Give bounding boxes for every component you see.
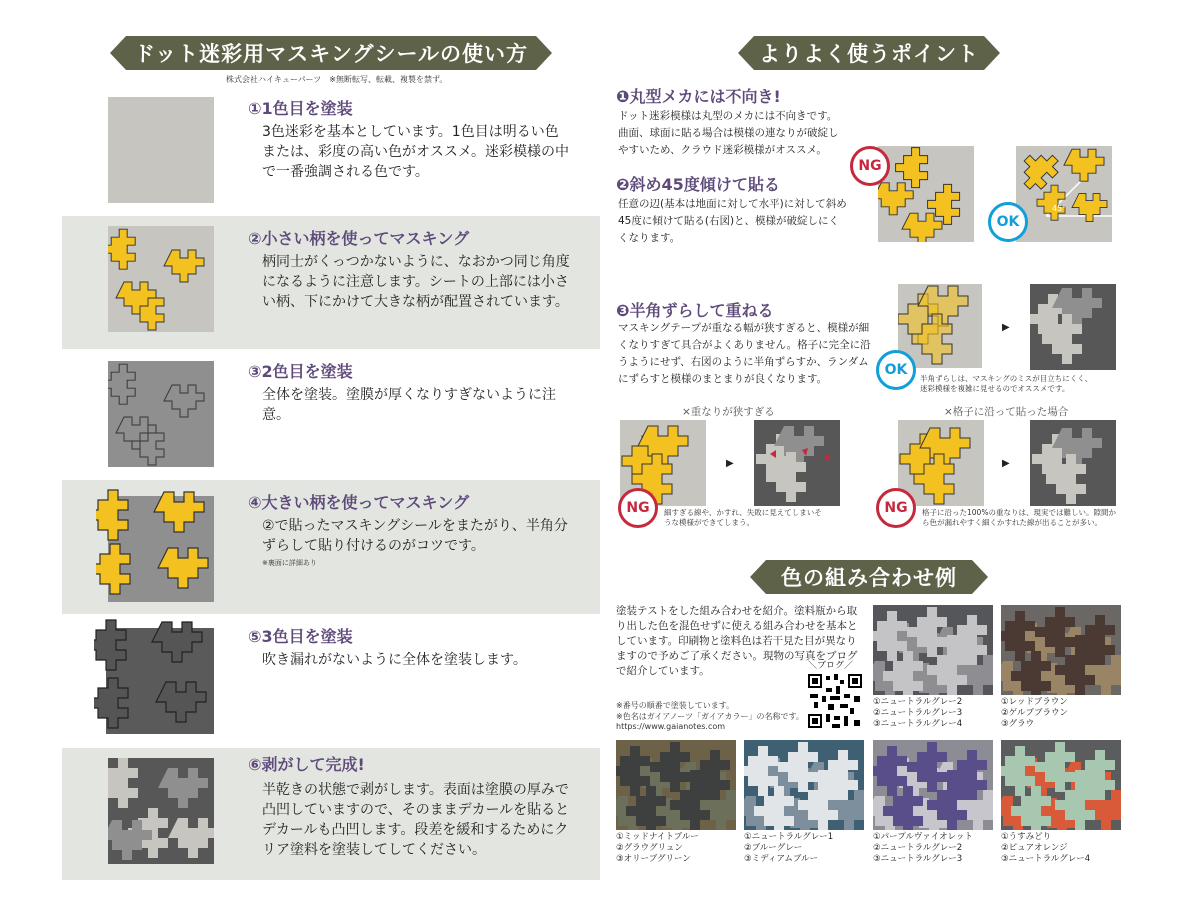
step-3-image xyxy=(108,361,214,467)
step-1-image xyxy=(108,97,214,203)
point-3-body: マスキングテープが重なる幅が狭すぎると、模様が細くなりすぎて具合がよくありません。格子に完全に沿うようにせず、右図のように半角ずらすか、ランダムにずらすと模様のまとまりが良くなります。 xyxy=(618,322,871,385)
combo-1-names xyxy=(873,697,962,730)
step-5 xyxy=(62,614,600,748)
point-2-body: 任意の辺(基本は地面に対して水平)に対して斜め45度に傾けて貼る(右図)と、模様が破綻しにくくなります。 xyxy=(618,198,847,244)
combo-4-color-1: ①ニュートラルグレー1 xyxy=(744,832,834,842)
colors-note-2: ※色名はガイアノーツ「ガイアカラー」の名称です。 xyxy=(616,712,804,721)
step-4-note: ※裏面に詳細あり xyxy=(262,559,317,567)
ng-badge-3: NG xyxy=(876,488,916,528)
combo-swatch-1 xyxy=(873,605,993,695)
points-title: よりよく使うポイント xyxy=(759,42,979,66)
point-1-body: ドット迷彩模様は丸型のメカには不向きです。曲面、球面に貼る場合は模様の連なりが破綻しやすいため、クラウド迷彩模様がオススメ。 xyxy=(618,110,839,156)
combo-3-color-3: ③オリーブグリーン xyxy=(616,854,691,864)
combo-5-names xyxy=(873,832,973,865)
point-3-ok-after-image xyxy=(1030,284,1116,370)
combo-swatch-6 xyxy=(1001,740,1121,830)
point-2-ng-image xyxy=(878,146,974,242)
ng-badge-2: NG xyxy=(618,488,658,528)
combo-6-names xyxy=(1001,832,1090,865)
step-2-title: ②小さい柄を使ってマスキング xyxy=(248,229,470,248)
step-5-title: ⑤3色目を塗装 xyxy=(248,627,353,646)
step-2 xyxy=(62,216,600,349)
credit-text: 株式会社ハイキューパーツ ※無断転写、転載、複製を禁ず。 xyxy=(226,75,448,84)
combo-4-names xyxy=(744,832,833,865)
step-2-image xyxy=(108,226,214,332)
usage-title-banner xyxy=(126,36,536,70)
combo-1-color-1: ①ニュートラルグレー2 xyxy=(873,697,963,707)
combo-4-color-2: ②ブルーグレー xyxy=(744,843,803,853)
combo-2-names xyxy=(1001,697,1068,730)
step-6-image xyxy=(108,758,214,864)
colors-title-banner xyxy=(766,560,972,594)
ng-badge-1: NG xyxy=(850,146,890,186)
step-6-title: ⑥剥がして完成! xyxy=(248,755,365,774)
ng1-caption: 細すぎる線や、かすれ、失敗に見えてしまいそうな模様ができてしまう。 xyxy=(664,508,822,527)
combo-2-color-1: ①レッドブラウン xyxy=(1001,697,1068,707)
point-2-ok-image xyxy=(1016,146,1112,242)
step-4-body: ②で貼ったマスキングシールをまたがり、半角分ずらして貼り付けるのがコツです。 xyxy=(262,518,568,554)
angle-label: 45° xyxy=(1052,204,1067,213)
ng2-before-image xyxy=(898,420,984,506)
points-title-banner xyxy=(754,36,984,70)
point-3-ok-caption: 半角ずらしは、マスキングのミスが目立ちにくく、迷彩模様を複雑に見せるのでオススメです。 xyxy=(920,374,1093,393)
ok-badge-2: OK xyxy=(876,350,916,390)
ng2-caption: 格子に沿った100%の重なりは、現実では難しい。隙間から色が漏れやすく細くかすれた線が出ることが多い。 xyxy=(922,508,1116,527)
point-3-title: ❸半角ずらして重ねる xyxy=(616,301,774,320)
ng2-label: ×格子に沿って貼った場合 xyxy=(944,406,1069,418)
point-2-title: ❷斜め45度傾けて貼る xyxy=(616,175,780,194)
ng1-label: ×重なりが狭すぎる xyxy=(682,406,775,418)
colors-title: 色の組み合わせ例 xyxy=(781,566,957,590)
arrow-icon-2: ▶ xyxy=(726,458,734,469)
step-2-body: 柄同士がくっつかないように、なおかつ同じ角度になるように注意します。シートの上部には小さい柄、下にかけて大きな柄が配置されています。 xyxy=(262,254,570,310)
ng2-after-image xyxy=(1030,420,1116,506)
combo-swatch-3 xyxy=(616,740,736,830)
qr-code-icon[interactable] xyxy=(806,672,864,730)
combo-4-color-3: ③ミディアムブルー xyxy=(744,854,819,864)
step-3-title: ③2色目を塗装 xyxy=(248,362,353,381)
arrow-icon-3: ▶ xyxy=(1002,458,1010,469)
step-4-title: ④大きい柄を使ってマスキング xyxy=(248,493,470,512)
combo-3-names xyxy=(616,832,699,865)
combo-6-color-1: ①うすみどり xyxy=(1001,832,1052,842)
point-1-title: ❶丸型メカには不向き! xyxy=(616,87,781,106)
combo-1-color-3: ③ニュートラルグレー4 xyxy=(873,719,963,729)
step-6 xyxy=(62,748,600,880)
combo-3-color-1: ①ミッドナイトブルー xyxy=(616,832,699,842)
ok-badge-1: OK xyxy=(988,202,1028,242)
step-4-image xyxy=(96,488,226,608)
ng1-after-image xyxy=(754,420,840,506)
colors-body: 塗装テストをした組み合わせを紹介。塗料瓶から取り出した色を混色せずに使える組み合わせを基本としています。印刷物と塗料色は若干見た目が異なりますので予めご了承ください。現物の写真をブログで紹介しています。 xyxy=(616,605,858,677)
step-5-image xyxy=(94,618,226,744)
combo-swatch-4 xyxy=(744,740,864,830)
colors-note-1: ※番号の順番で塗装しています。 xyxy=(616,701,735,710)
step-1-body: 3色迷彩を基本としています。1色目は明るい色または、彩度の高い色がオススメ。迷彩模様の中で一番強調される色です。 xyxy=(262,124,570,180)
blog-label: ＼ブログ／ xyxy=(808,661,854,671)
arrow-icon-1: ▶ xyxy=(1002,322,1010,333)
colors-url: https://www.gaianotes.com xyxy=(616,722,726,731)
step-4 xyxy=(62,480,600,614)
combo-5-color-3: ③ニュートラルグレー3 xyxy=(873,854,963,864)
combo-5-color-1: ①パープルヴァイオレット xyxy=(873,832,973,842)
combo-swatch-5 xyxy=(873,740,993,830)
combo-2-color-3: ③グラウ xyxy=(1001,719,1035,729)
step-6-body: 半乾きの状態で剥がします。表面は塗膜の厚みで凸凹していますので、そのままデカールを貼るとデカールも凸凹します。段差を緩和するためにクリア塗料を塗装してしてください。 xyxy=(262,782,570,858)
step-1 xyxy=(62,88,600,216)
combo-3-color-2: ②グラウグリュン xyxy=(616,843,683,853)
step-3 xyxy=(62,349,600,480)
step-5-body: 吹き漏れがないように全体を塗装します。 xyxy=(262,652,527,668)
combo-1-color-2: ②ニュートラルグレー3 xyxy=(873,708,963,718)
step-1-title: ①1色目を塗装 xyxy=(248,99,353,118)
step-3-body: 全体を塗装。塗膜が厚くなりすぎないように注意。 xyxy=(262,387,556,423)
combo-6-color-2: ②ピュアオレンジ xyxy=(1001,843,1068,853)
combo-5-color-2: ②ニュートラルグレー2 xyxy=(873,843,963,853)
combo-6-color-3: ③ニュートラルグレー4 xyxy=(1001,854,1091,864)
combo-2-color-2: ②ゲルブブラウン xyxy=(1001,708,1068,718)
usage-title: ドット迷彩用マスキングシールの使い方 xyxy=(133,42,529,66)
combo-swatch-2 xyxy=(1001,605,1121,695)
